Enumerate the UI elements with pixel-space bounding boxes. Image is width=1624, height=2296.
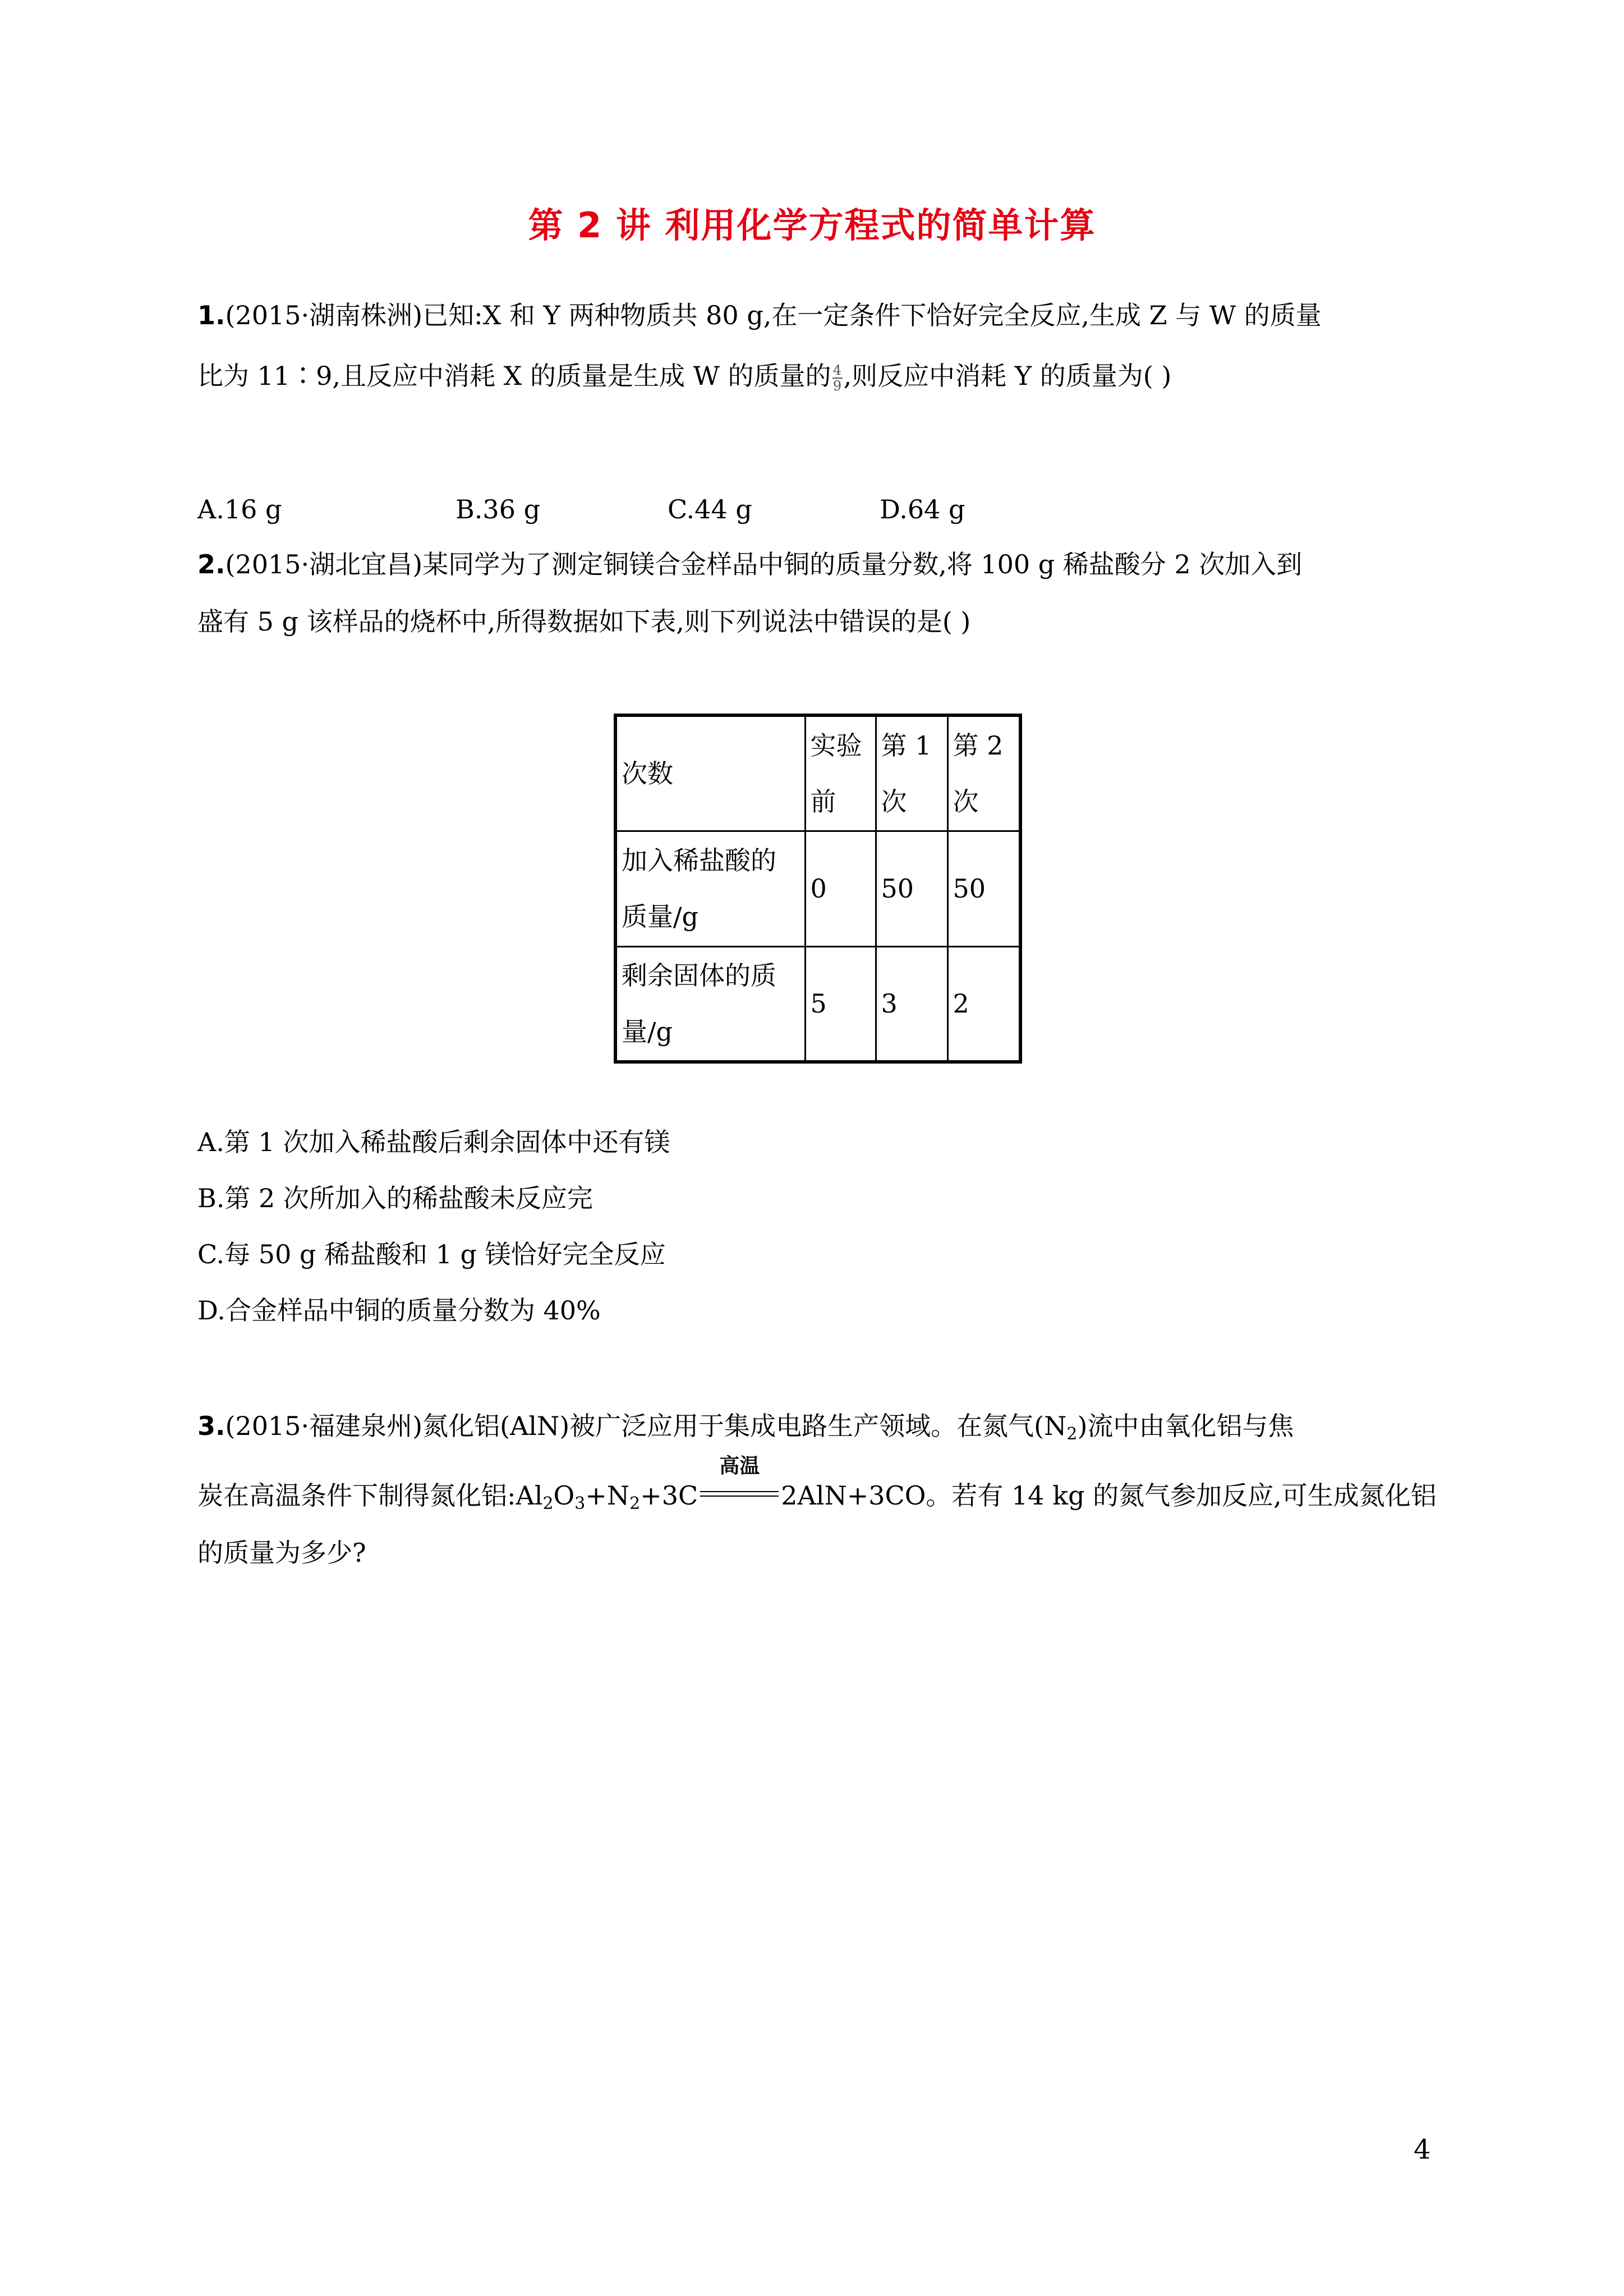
q1-option-d: D.64 g: [880, 494, 965, 524]
q2-option-d: D.合金样品中铜的质量分数为 40%: [197, 1295, 601, 1326]
table-cell: 50: [876, 831, 947, 946]
q3-number: 3.: [197, 1411, 226, 1441]
table-header-cell: 第 1 次: [876, 715, 947, 831]
q3-stem-part-1: (2015·福建泉州)氮化铝(AlN)被广泛应用于集成电路生产领域。在氮气(N: [225, 1411, 1067, 1441]
q2-data-table: [614, 714, 1022, 1064]
q1-stem-part-1: (2015·湖南株洲)已知:X 和 Y 两种物质共 80 g,在一定条件下恰好完全反应,生成 Z 与 W 的质量: [225, 300, 1322, 330]
table-cell: 2: [947, 946, 1020, 1062]
page-title: 第 2 讲 利用化学方程式的简单计算: [528, 205, 1096, 246]
table-row: [615, 946, 1020, 1062]
q3-subscript: 2: [542, 1494, 554, 1513]
q3-stem-part-3: 炭在高温条件下制得氮化铝:Al: [197, 1480, 543, 1511]
table-row: [615, 715, 1020, 831]
table-header-cell: 实验前: [805, 715, 876, 831]
table-cell: 加入稀盐酸的质量/g: [615, 831, 805, 946]
table-cell: 3: [876, 946, 947, 1062]
q2-number: 2.: [197, 549, 226, 579]
q1-fraction-numerator: 4: [832, 362, 842, 378]
reaction-equals-sign: [700, 1491, 779, 1497]
q3-subscript: 2: [1066, 1424, 1078, 1444]
q3-line-2: [197, 1455, 1437, 1513]
q2-option-b: B.第 2 次所加入的稀盐酸未反应完: [197, 1183, 593, 1213]
reaction-condition-label: 高温: [719, 1455, 760, 1478]
q1-fraction-denominator: 9: [832, 378, 842, 394]
q1-option-c: C.44 g: [668, 494, 752, 524]
table-cell: 5: [805, 946, 876, 1062]
q1-line-2: [197, 359, 1171, 393]
q1-stem-part-3: ,则反应中消耗 Y 的质量为( ): [843, 361, 1172, 391]
q3-formula-c: +3C: [640, 1480, 698, 1511]
table-cell: 0: [805, 831, 876, 946]
q3-stem-part-4: 2AlN+3CO。若有 14 kg 的氮气参加反应,可生成氮化铝: [781, 1480, 1437, 1511]
q3-formula-o: O: [553, 1480, 575, 1511]
table-row: [615, 831, 1020, 946]
q1-fraction: [832, 363, 843, 393]
q1-option-b: B.36 g: [456, 494, 541, 524]
q3-line-1: [197, 1409, 1294, 1443]
q3-formula-n: +N: [585, 1480, 630, 1511]
q1-option-a: A.16 g: [197, 494, 282, 524]
q3-subscript: 3: [574, 1494, 586, 1513]
q1-line-1: [197, 298, 1322, 332]
q3-line-3: 的质量为多少?: [197, 1538, 366, 1568]
page-number: 4: [1414, 2134, 1431, 2165]
table-cell: 50: [947, 831, 1020, 946]
q3-subscript: 2: [629, 1494, 641, 1513]
q2-line-1: [197, 547, 1302, 581]
q1-number: 1.: [197, 300, 226, 330]
table-header-cell: 第 2 次: [947, 715, 1020, 831]
q1-stem-part-2: 比为 11∶9,且反应中消耗 X 的质量是生成 W 的质量的: [197, 361, 831, 391]
reaction-condition: [698, 1455, 781, 1512]
q2-line-2: 盛有 5 g 该样品的烧杯中,所得数据如下表,则下列说法中错误的是( ): [197, 606, 971, 637]
q3-stem-part-2: )流中由氧化铝与焦: [1077, 1411, 1294, 1441]
q2-stem-part-1: (2015·湖北宜昌)某同学为了测定铜镁合金样品中铜的质量分数,将 100 g 稀盐酸分 2 次加入到: [225, 549, 1303, 579]
q2-option-a: A.第 1 次加入稀盐酸后剩余固体中还有镁: [197, 1127, 670, 1157]
q2-option-c: C.每 50 g 稀盐酸和 1 g 镁恰好完全反应: [197, 1239, 666, 1269]
table-header-cell: 次数: [615, 715, 805, 831]
table-cell: 剩余固体的质量/g: [615, 946, 805, 1062]
